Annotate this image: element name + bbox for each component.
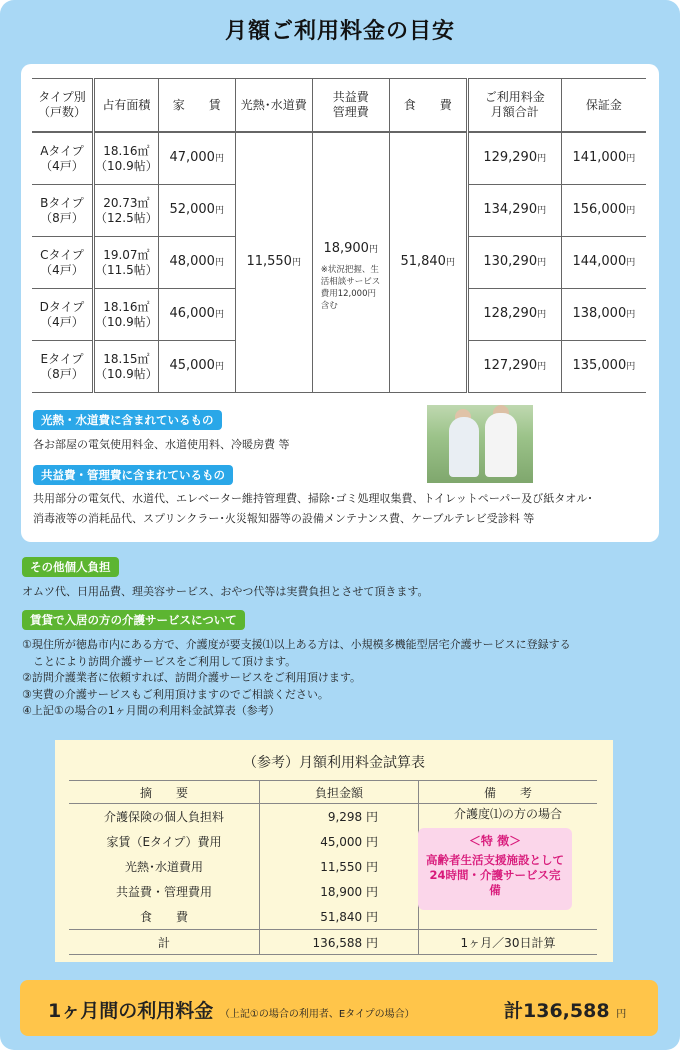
- monthly-total-yen: 円: [616, 1009, 627, 1020]
- sim-total-label: 計: [69, 930, 260, 955]
- fee-row: [32, 132, 646, 185]
- utilities-value: 11,550: [246, 254, 292, 269]
- yen-unit: 円: [537, 310, 547, 320]
- header-common: 共益費 管理費: [312, 79, 389, 133]
- cell-area-value: 19.07㎡ （11.5帖）: [95, 247, 158, 277]
- monthly-total: [504, 996, 626, 1023]
- yen-unit: 円: [445, 258, 455, 268]
- other-text: オムツ代、日用品費、理美容サービス、おやつ代等は実費負担とさせて頂きます。: [22, 585, 429, 598]
- cell-type-value: Cタイプ （4戸）: [40, 247, 84, 277]
- header-rent: 家 賃: [158, 79, 235, 133]
- monthly-note: （上記①の場合の利用者、Eタイプの場合）: [219, 1009, 415, 1020]
- common-value: 18,900: [323, 241, 369, 256]
- yen-unit: 円: [537, 206, 547, 216]
- feature-title: ＜特 徴＞: [468, 834, 522, 848]
- cell-type: [32, 237, 94, 289]
- sim-header-amount: 負担金額: [260, 781, 419, 804]
- yen-unit: 円: [537, 362, 547, 372]
- cell-total-value: 134,290: [483, 202, 538, 217]
- cell-area-value: 18.16㎡ （10.9帖）: [95, 143, 158, 173]
- monthly-total-value: 136,588: [523, 1000, 610, 1022]
- sim-remark: 介護度⑴の方の場合: [419, 804, 598, 830]
- cell-area-value: 18.16㎡ （10.9帖）: [95, 299, 158, 329]
- cell-deposit: [561, 289, 646, 341]
- sim-amount: 9,298 円: [260, 804, 419, 830]
- common-text-1: 共用部分の電気代、水道代、エレベーター維持管理費、掃除･ゴミ処理収集費、トイレットペーパー及び紙タオル･: [33, 492, 593, 505]
- page-title: 月額ご利用料金の目安: [224, 19, 455, 44]
- other-label: その他個人負担: [22, 557, 119, 577]
- yen-unit: 円: [537, 154, 547, 164]
- cell-type-value: Eタイプ （8戸）: [40, 351, 84, 381]
- sim-item: 家賃（Eタイプ）費用: [106, 835, 222, 849]
- cell-total: [467, 237, 561, 289]
- header-utilities: 光熱･水道費: [235, 79, 312, 133]
- cell-area: [94, 341, 159, 393]
- cell-rent-value: 47,000: [169, 150, 215, 165]
- cell-total-value: 129,290: [483, 150, 538, 165]
- monthly-total-prefix: 計: [504, 1000, 524, 1022]
- yen-unit: 円: [626, 154, 636, 164]
- care-item: ④上記①の場合の1ヶ月間の利用料金試算表（参考）: [22, 704, 280, 717]
- yen-unit: 円: [291, 258, 301, 268]
- sim-item: 介護保険の個人負担料: [103, 810, 224, 824]
- yen-unit: 円: [626, 258, 636, 268]
- cell-total-value: 130,290: [483, 254, 538, 269]
- sim-amount: 51,840 円: [260, 904, 419, 930]
- cell-area-value: 18.15㎡ （10.9帖）: [95, 351, 158, 381]
- care-list: [22, 637, 571, 720]
- cell-deposit: [561, 341, 646, 393]
- common-note: ※状況把握、生活相談サービス費用12,000円含む: [320, 265, 381, 311]
- food-value: 51,840: [400, 254, 446, 269]
- sim-total-remark: 1ヶ月／30日計算: [419, 930, 598, 955]
- cell-deposit-value: 141,000: [572, 150, 627, 165]
- residents-photo: [427, 405, 533, 483]
- cell-rent-value: 45,000: [169, 358, 215, 373]
- sim-item: 食 費: [139, 910, 188, 924]
- care-item: ③実費の介護サービスもご利用頂けますのでご相談ください。: [22, 687, 329, 701]
- cell-total-value: 128,290: [483, 306, 538, 321]
- yen-unit: 円: [214, 258, 224, 268]
- care-label: 賃貸で入居の方の介護サービスについて: [22, 610, 245, 630]
- cell-type: [32, 185, 94, 237]
- sim-amount: 18,900 円: [260, 879, 419, 904]
- feature-text: 高齢者生活支援施設として24時間・介護サービス完備: [426, 853, 564, 897]
- header-area: 占有面積: [94, 79, 159, 133]
- cell-rent-value: 52,000: [169, 202, 215, 217]
- cell-rent: [158, 341, 235, 393]
- cell-rent: [158, 185, 235, 237]
- cell-deposit: [561, 185, 646, 237]
- cell-type: [32, 132, 94, 185]
- simulation-title: （参考）月額利用料金試算表: [243, 755, 425, 771]
- cell-deposit: [561, 237, 646, 289]
- cell-rent-value: 46,000: [169, 306, 215, 321]
- sim-row: [69, 804, 597, 830]
- cell-total: [467, 132, 561, 185]
- cell-type: [32, 341, 94, 393]
- cell-area-value: 20.73㎡ （12.5帖）: [95, 195, 158, 225]
- simulation-panel: [55, 740, 613, 962]
- cell-deposit-value: 144,000: [572, 254, 627, 269]
- cell-total: [467, 289, 561, 341]
- cell-area: [94, 237, 159, 289]
- cell-area: [94, 132, 159, 185]
- cell-type-value: Bタイプ （8戸）: [40, 195, 84, 225]
- yen-unit: 円: [626, 310, 636, 320]
- cell-deposit-value: 135,000: [572, 358, 627, 373]
- cell-common: [312, 132, 389, 393]
- cell-total: [467, 185, 561, 237]
- cell-total: [467, 341, 561, 393]
- cell-area: [94, 185, 159, 237]
- cell-food: [389, 132, 467, 393]
- yen-unit: 円: [368, 245, 378, 255]
- yen-unit: 円: [214, 362, 224, 372]
- yen-unit: 円: [537, 258, 547, 268]
- header-deposit: 保証金: [561, 79, 646, 133]
- cell-utilities: [235, 132, 312, 393]
- cell-type-value: Dタイプ （4戸）: [39, 299, 85, 329]
- care-item: ①現住所が徳島市内にある方で、介護度が要支援⑴以上ある方は、小規模多機能型居宅介護サービスに登録する: [22, 638, 571, 651]
- cell-rent: [158, 289, 235, 341]
- yen-unit: 円: [626, 206, 636, 216]
- monthly-total-banner: [20, 980, 658, 1036]
- sim-header-item: 摘 要: [69, 781, 260, 804]
- yen-unit: 円: [214, 154, 224, 164]
- monthly-label: [48, 996, 415, 1023]
- sim-total-row: [69, 930, 597, 955]
- fee-card: [21, 64, 659, 542]
- common-label: 共益費・管理費に含まれているもの: [33, 465, 233, 485]
- header-type: タイプ別 （戸数）: [32, 79, 94, 133]
- common-text-2: 消毒液等の消耗品代、スプリンクラー･火災報知器等の設備メンテナンス費、ケーブルテレビ受診料 等: [33, 512, 535, 525]
- sim-header-remark: 備 考: [419, 781, 598, 804]
- cell-type-value: Aタイプ （4戸）: [40, 143, 84, 173]
- care-item: ことにより訪問介護サービスをご利用して頂けます。: [22, 654, 297, 668]
- sim-amount: 11,550 円: [260, 854, 419, 879]
- care-item: ②訪問介護業者に依頼すれば、訪問介護サービスをご利用頂けます。: [22, 671, 361, 684]
- header-food: 食 費: [389, 79, 467, 133]
- yen-unit: 円: [626, 362, 636, 372]
- sim-total-amount: 136,588 円: [260, 930, 419, 955]
- header-total: ご利用料金 月額合計: [467, 79, 561, 133]
- cell-rent: [158, 132, 235, 185]
- cell-type: [32, 289, 94, 341]
- sim-item: 共益費・管理費用: [115, 885, 212, 899]
- utilities-label: 光熱・水道費に含まれているもの: [33, 410, 222, 430]
- feature-box: [418, 828, 572, 910]
- cell-deposit-value: 156,000: [572, 202, 627, 217]
- cell-total-value: 127,290: [483, 358, 538, 373]
- sim-amount: 45,000 円: [260, 829, 419, 854]
- cell-rent-value: 48,000: [169, 254, 215, 269]
- yen-unit: 円: [214, 310, 224, 320]
- yen-unit: 円: [214, 206, 224, 216]
- sim-item: 光熱･水道費用: [124, 860, 203, 874]
- fee-table: [32, 78, 646, 393]
- cell-deposit: [561, 132, 646, 185]
- monthly-label-text: 1ヶ月間の利用料金: [48, 1000, 214, 1022]
- cell-rent: [158, 237, 235, 289]
- utilities-text: 各お部屋の電気使用料金、水道使用料、冷暖房費 等: [33, 438, 290, 451]
- cell-deposit-value: 138,000: [572, 306, 627, 321]
- cell-area: [94, 289, 159, 341]
